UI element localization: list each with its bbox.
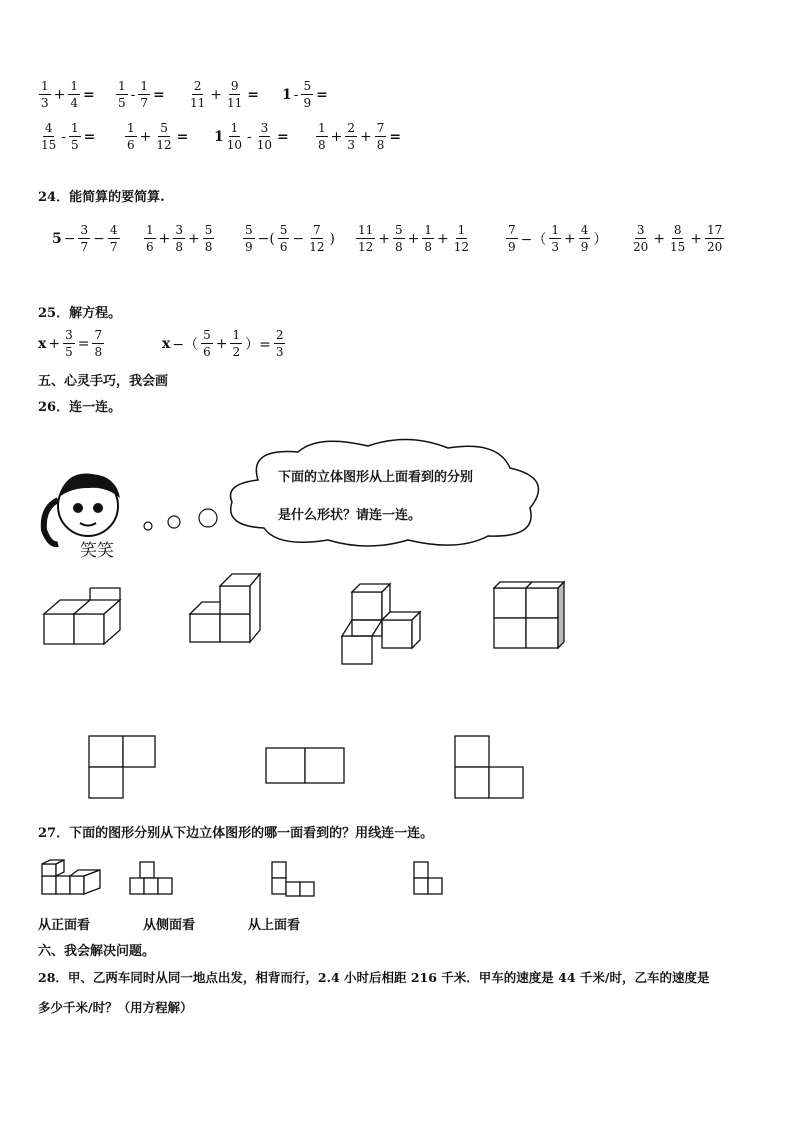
q25-equation1 — [38, 329, 105, 358]
denominator: 9 — [580, 240, 589, 254]
denominator: 9 — [508, 240, 516, 254]
fraction — [255, 122, 274, 151]
solid-figure-4 — [492, 578, 572, 650]
q28-line2: 多少千米/时？（用方程解） — [38, 1000, 193, 1015]
solid-figure-1 — [40, 588, 130, 653]
operator: − — [93, 230, 105, 247]
operator: + — [158, 230, 171, 247]
denominator: 6 — [203, 345, 211, 359]
denominator: 2 — [232, 345, 241, 359]
fraction — [243, 224, 255, 253]
q27-view-1 — [128, 858, 178, 898]
operator: ） — [593, 231, 608, 248]
equals-sign: = — [176, 128, 189, 145]
fraction — [301, 80, 313, 109]
denominator: 10 — [256, 138, 273, 152]
fraction — [452, 224, 471, 253]
operator: = — [77, 335, 90, 352]
operator: + — [215, 335, 228, 352]
fraction — [203, 224, 215, 253]
numerator: 1 — [424, 223, 433, 237]
denominator: 8 — [424, 240, 433, 254]
operator: + — [564, 230, 576, 247]
numerator: 7 — [376, 121, 385, 135]
fraction — [201, 329, 213, 358]
fraction — [316, 122, 328, 151]
numerator: 8 — [673, 223, 682, 237]
q24-expr6 — [630, 224, 725, 253]
operator: + — [653, 230, 666, 247]
fraction — [69, 122, 81, 151]
q24-title: 24．能简算的要简算. — [38, 190, 165, 205]
denominator: 8 — [318, 138, 326, 152]
numerator: 1 — [146, 223, 154, 237]
thought-cloud — [218, 438, 558, 548]
fraction — [108, 224, 120, 253]
operator: + — [53, 86, 66, 103]
denominator: 7 — [109, 240, 118, 254]
q26-title: 26．连一连。 — [38, 400, 122, 415]
numerator: 7 — [508, 223, 516, 237]
fraction — [705, 224, 724, 253]
denominator: 12 — [309, 240, 325, 254]
fraction — [125, 122, 137, 151]
q24-expr5 — [505, 224, 609, 253]
numerator: 1 — [230, 121, 239, 135]
numerator: 17 — [707, 223, 723, 237]
numerator: 3 — [260, 121, 269, 135]
fraction — [230, 329, 242, 358]
fraction — [144, 224, 156, 253]
denominator: 5 — [65, 345, 73, 359]
fraction — [63, 329, 75, 358]
whole-number: 1 — [214, 128, 224, 145]
denominator: 20 — [707, 240, 723, 254]
fraction — [506, 224, 518, 253]
denominator: 7 — [80, 240, 89, 254]
top-view-shape-2 — [265, 746, 347, 786]
fraction — [92, 329, 104, 358]
calc-row1-item2 — [115, 80, 165, 109]
numerator: 4 — [580, 223, 589, 237]
fraction — [138, 80, 150, 109]
denominator: 8 — [395, 240, 403, 254]
operator: − — [63, 230, 76, 247]
q27-title: 27．下面的图形分别从下边立体图形的哪一面看到的？用线连一连。 — [38, 826, 434, 841]
denominator: 8 — [94, 345, 103, 359]
fraction — [579, 224, 591, 253]
numerator: 7 — [313, 223, 321, 237]
calc-row2-item3 — [214, 122, 289, 151]
denominator: 12 — [358, 240, 374, 254]
fraction — [68, 80, 80, 109]
denominator: 8 — [204, 240, 213, 254]
numerator: 1 — [71, 121, 79, 135]
section5-heading: 五、心灵手巧，我会画 — [38, 374, 169, 389]
bubble-line1: 下面的立体图形从上面看到的分别 — [278, 470, 474, 485]
denominator: 15 — [41, 138, 57, 152]
fraction — [422, 224, 434, 253]
numerator: 4 — [109, 223, 118, 237]
fraction — [116, 80, 128, 109]
numerator: 1 — [118, 79, 126, 93]
denominator: 6 — [146, 240, 154, 254]
denominator: 6 — [127, 138, 135, 152]
numerator: 2 — [275, 328, 284, 342]
q27-label-front: 从正面看 — [38, 918, 91, 933]
fraction — [39, 80, 51, 109]
operator: −（ — [172, 336, 199, 353]
equals-sign: = — [316, 86, 328, 103]
equals-sign: = — [247, 86, 260, 103]
numerator: 5 — [245, 223, 253, 237]
operator: - — [61, 128, 67, 145]
operator: + — [139, 128, 152, 145]
operator: −( — [257, 230, 275, 247]
denominator: 6 — [279, 240, 288, 254]
operator: − — [292, 230, 305, 247]
fraction — [173, 224, 185, 253]
q27-view-3 — [412, 858, 452, 898]
fraction — [188, 80, 207, 109]
fraction — [278, 224, 290, 253]
operator: ）= — [245, 336, 271, 353]
numerator: 5 — [395, 223, 403, 237]
equals-sign: = — [153, 86, 165, 103]
fraction — [274, 329, 286, 358]
operator: + — [407, 230, 420, 247]
operator: −（ — [520, 231, 547, 248]
denominator: 11 — [190, 96, 206, 110]
denominator: 9 — [303, 96, 312, 110]
top-view-shape-1 — [88, 734, 158, 800]
calc-row2-item2 — [124, 122, 188, 151]
section6-heading: 六、我会解决问题。 — [38, 944, 156, 959]
denominator: 3 — [551, 240, 560, 254]
equals-sign: = — [389, 128, 402, 145]
q27-label-side: 从侧面看 — [143, 918, 196, 933]
denominator: 15 — [670, 240, 686, 254]
denominator: 3 — [347, 138, 356, 152]
numerator: 7 — [94, 328, 103, 342]
numerator: 5 — [279, 223, 288, 237]
numerator: 1 — [70, 79, 79, 93]
operator: + — [48, 335, 61, 352]
denominator: 8 — [376, 138, 385, 152]
numerator: 11 — [358, 223, 374, 237]
numerator: 5 — [203, 328, 211, 342]
calc-row2-item1 — [38, 122, 95, 151]
fraction — [356, 224, 375, 253]
q25-title: 25．解方程。 — [38, 306, 122, 321]
fraction — [375, 122, 387, 151]
denominator: 3 — [41, 96, 49, 110]
operator: - — [247, 128, 252, 145]
operator: + — [437, 230, 449, 247]
numerator: 1 — [318, 121, 326, 135]
denominator: 4 — [70, 96, 79, 110]
calc-row2-item4 — [315, 122, 401, 151]
fraction — [668, 224, 687, 253]
operator: + — [378, 230, 391, 247]
q24-expr1 — [52, 224, 121, 253]
numerator: 1 — [140, 79, 149, 93]
equals-sign: = — [83, 86, 95, 103]
denominator: 12 — [156, 138, 172, 152]
whole-number: x — [162, 335, 171, 352]
denominator: 10 — [226, 138, 243, 152]
denominator: 5 — [71, 138, 79, 152]
operator: - — [130, 86, 136, 103]
operator: ) — [329, 230, 335, 247]
operator: + — [690, 230, 703, 247]
calc-row1-item1 — [38, 80, 95, 109]
operator: + — [188, 230, 200, 247]
operator: + — [360, 128, 372, 145]
numerator: 5 — [204, 223, 213, 237]
fraction — [78, 224, 90, 253]
q28-line1: 28．甲、乙两车同时从同一地点出发，相背而行，2.4 小时后相距 216 千米．甲车的速度是 44 千米/时，乙车的速度是 — [38, 970, 710, 985]
denominator: 12 — [453, 240, 470, 254]
denominator: 3 — [275, 345, 284, 359]
calc-row1-item3 — [187, 80, 259, 109]
operator: - — [293, 86, 299, 103]
whole-number: 5 — [52, 230, 62, 247]
numerator: 3 — [65, 328, 73, 342]
numerator: 4 — [44, 121, 53, 135]
whole-number: x — [38, 335, 47, 352]
numerator: 9 — [230, 79, 239, 93]
fraction — [549, 224, 561, 253]
denominator: 7 — [140, 96, 149, 110]
numerator: 1 — [457, 223, 466, 237]
q25-equation2 — [162, 329, 286, 358]
numerator: 3 — [175, 223, 184, 237]
fraction — [225, 80, 244, 109]
equals-sign: = — [83, 128, 96, 145]
numerator: 2 — [193, 79, 202, 93]
thought-dots — [140, 506, 230, 536]
bubble-line2: 是什么形状？请连一连。 — [278, 508, 422, 523]
denominator: 5 — [118, 96, 126, 110]
numerator: 3 — [636, 223, 645, 237]
whole-number: 1 — [282, 86, 292, 103]
q24-expr3 — [242, 224, 337, 253]
q27-solid — [40, 858, 106, 898]
solid-figure-3 — [338, 580, 428, 670]
denominator: 9 — [245, 240, 253, 254]
numerator: 1 — [41, 79, 49, 93]
denominator: 20 — [633, 240, 649, 254]
fraction — [345, 122, 357, 151]
numerator: 1 — [232, 328, 241, 342]
q27-label-top: 从上面看 — [248, 918, 301, 933]
denominator: 11 — [227, 96, 243, 110]
fraction — [393, 224, 405, 253]
calc-row1-item4 — [282, 80, 328, 109]
denominator: 8 — [175, 240, 184, 254]
q24-expr2 — [143, 224, 215, 253]
numerator: 1 — [127, 121, 135, 135]
numerator: 2 — [347, 121, 356, 135]
numerator: 5 — [303, 79, 312, 93]
numerator: 1 — [551, 223, 560, 237]
numerator: 5 — [160, 121, 168, 135]
solid-figure-2 — [188, 570, 268, 650]
fraction — [39, 122, 58, 151]
numerator: 3 — [80, 223, 89, 237]
operator: + — [330, 128, 343, 145]
equals-sign: = — [277, 128, 289, 145]
operator: + — [210, 86, 223, 103]
fraction — [631, 224, 650, 253]
fraction — [307, 224, 326, 253]
character-label: 笑笑 — [80, 541, 114, 561]
top-view-shape-3 — [453, 734, 525, 800]
q27-view-2 — [270, 858, 320, 898]
fraction — [225, 122, 244, 151]
q24-expr4 — [355, 224, 472, 253]
fraction — [154, 122, 173, 151]
